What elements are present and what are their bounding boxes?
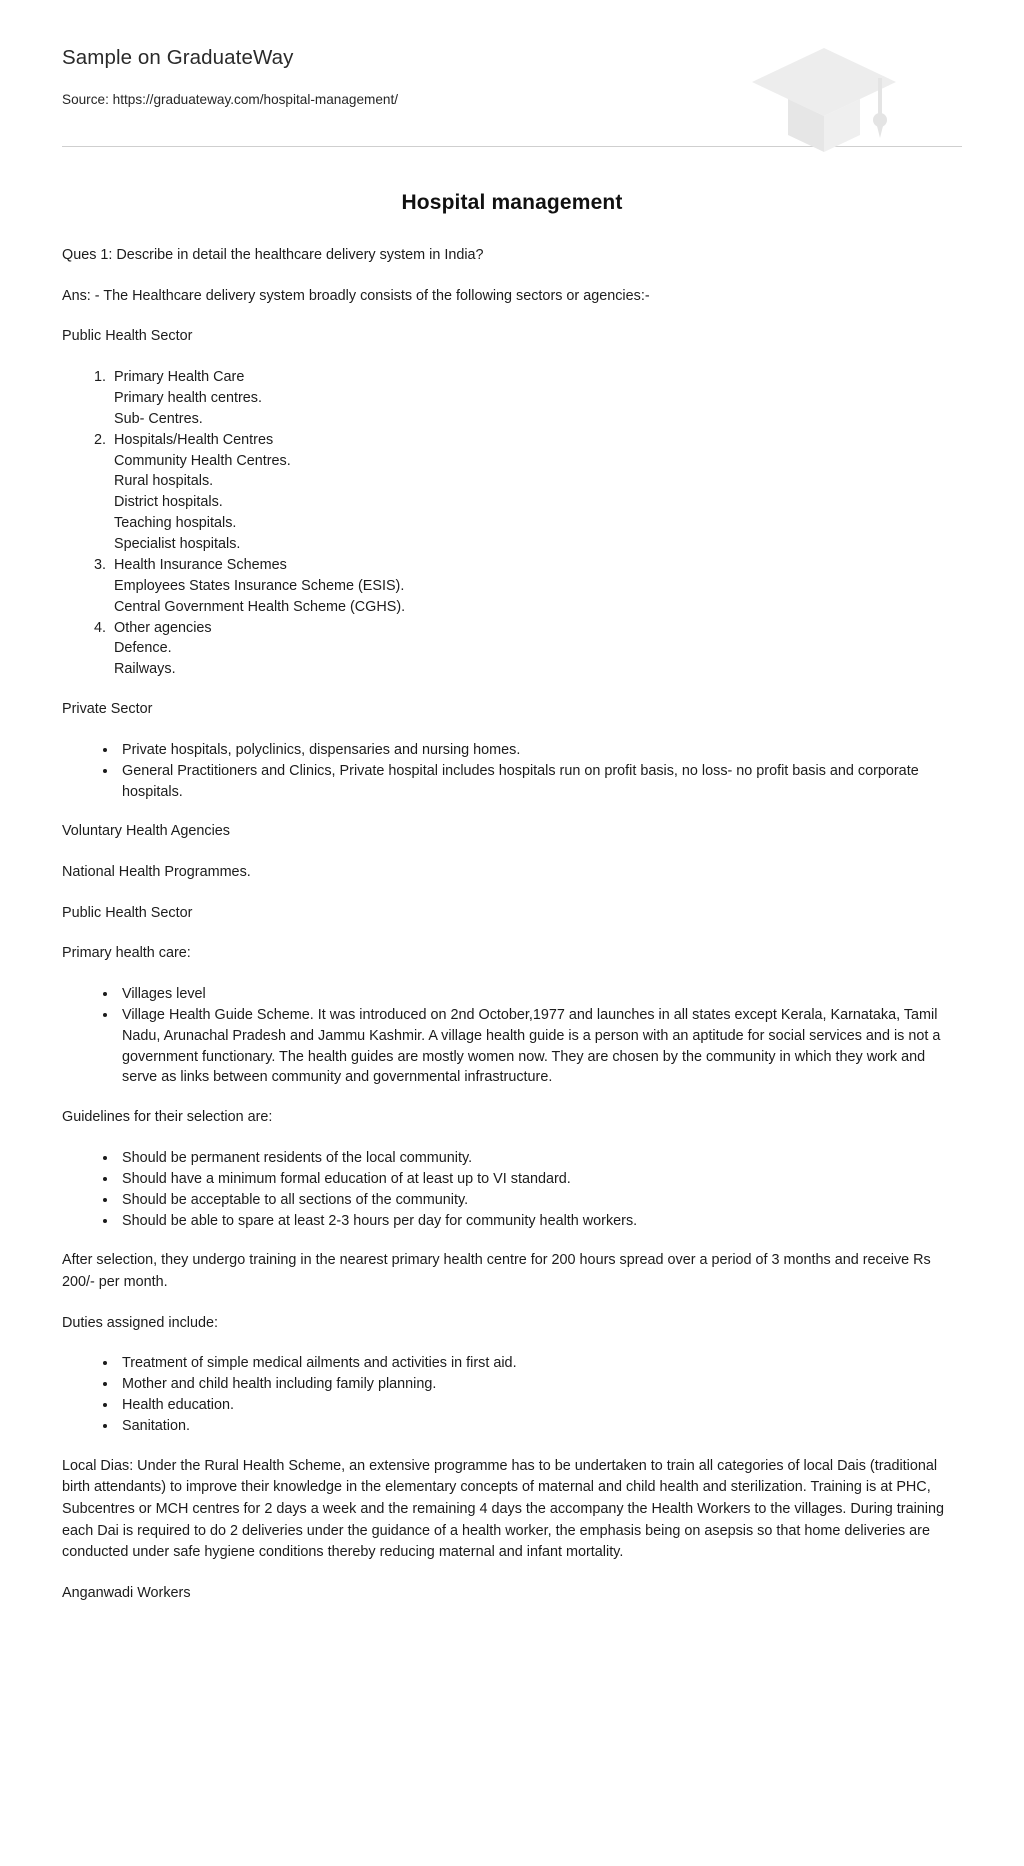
list-subitem: Central Government Health Scheme (CGHS).: [114, 598, 406, 615]
list-subitem: Specialist hospitals.: [114, 536, 241, 553]
list-subitem: Primary health centres.: [114, 389, 262, 406]
national-health-programmes: National Health Programmes.: [62, 864, 251, 881]
list-item-title: Other agencies: [114, 619, 212, 636]
list-subitem: Sub- Centres.: [114, 410, 203, 427]
heading-duties: Duties assigned include:: [62, 1314, 218, 1331]
page-header: [62, 40, 962, 147]
document-content: [62, 245, 962, 1604]
guidelines-bullets: [62, 1148, 962, 1232]
source-label: Source:: [62, 91, 109, 107]
list-item: • Mother and child health including family planning.: [118, 1374, 962, 1395]
source-url-link[interactable]: https://graduateway.com/hospital-management/: [112, 91, 399, 107]
list-item: • Should be able to spare at least 2-3 hours per day for community health workers.: [118, 1211, 962, 1232]
anganwadi-workers-heading: Anganwadi Workers: [62, 1584, 191, 1601]
private-sector-bullets: [62, 740, 962, 803]
heading-private-sector: Private Sector: [62, 701, 153, 718]
list-item: [110, 618, 962, 681]
list-item: [110, 367, 962, 430]
header-divider: [62, 146, 962, 147]
list-subitem: Employees States Insurance Scheme (ESIS).: [114, 577, 405, 594]
list-item: • Treatment of simple medical ailments and activities in first aid.: [118, 1353, 962, 1374]
document-title: Hospital management: [401, 191, 623, 215]
answer-intro-paragraph: Ans: - The Healthcare delivery system broadly consists of the following sectors or agencies:-: [62, 287, 650, 304]
list-item: • General Practitioners and Clinics, Private hospital includes hospitals run on profit basis, no loss- no profit basis and corporate hospitals.: [118, 761, 962, 803]
source-line: [62, 91, 962, 109]
list-item: • Village Health Guide Scheme. It was introduced on 2nd October,1977 and launches in all states except Kerala, Karnataka, Tamil Nadu, Arunachal Pradesh and Jammu Kashmir. A village health guide is a person with an aptitude for social services and is not a government functionary. The health guides are mostly women now. They are chosen by the community in which they work and serve as links between community and governmental infrastructure.: [118, 1005, 962, 1089]
brand-title: Sample on GraduateWay: [62, 46, 294, 69]
list-subitem: Defence.: [114, 640, 172, 657]
question-paragraph: Ques 1: Describe in detail the healthcare delivery system in India?: [62, 247, 484, 264]
primary-health-care-bullets: [62, 984, 962, 1088]
local-dias-paragraph: Local Dias: Under the Rural Health Scheme, an extensive programme has to be undertaken to train all categories of local Dais (traditional birth attendants) to improve their knowledge in the elementary concepts of maternal and child health and sterilization. Training is at PHC, Subcentres or MCH centres for 2 days a week and the remaining 4 days the accompany the Health Workers to the villages. During training each Dai is required to do 2 deliveries under the guidance of a health worker, the emphasis being on asepsis so that home deliveries are conducted under safe hygiene conditions thereby reducing maternal and infant mortality.: [62, 1457, 945, 1561]
list-subitem: Teaching hospitals.: [114, 515, 237, 532]
list-subitem: District hospitals.: [114, 494, 223, 511]
heading-voluntary-health-agencies: Voluntary Health Agencies: [62, 823, 230, 840]
list-item-title: Hospitals/Health Centres: [114, 431, 274, 448]
list-item: • Should be permanent residents of the local community.: [118, 1148, 962, 1169]
duties-bullets: [62, 1353, 962, 1437]
list-subitem: Railways.: [114, 661, 176, 678]
list-subitem: Rural hospitals.: [114, 473, 214, 490]
list-item: • Villages level: [118, 984, 962, 1005]
list-item: [110, 430, 962, 555]
list-subitem: Community Health Centres.: [114, 452, 291, 469]
list-item: • Should be acceptable to all sections of the community.: [118, 1190, 962, 1211]
list-item-title: Health Insurance Schemes: [114, 556, 287, 573]
list-item: [110, 555, 962, 618]
list-item: • Health education.: [118, 1395, 962, 1416]
list-item: • Sanitation.: [118, 1416, 962, 1437]
heading-primary-health-care: Primary health care:: [62, 945, 191, 962]
after-selection-paragraph: After selection, they undergo training in the nearest primary health centre for 200 hours spread over a period of 3 months and receive Rs 200/- per month.: [62, 1252, 931, 1290]
heading-public-health-sector-2: Public Health Sector: [62, 904, 193, 921]
list-item-title: Primary Health Care: [114, 369, 245, 386]
public-sector-list: [62, 367, 962, 680]
list-item: • Private hospitals, polyclinics, dispensaries and nursing homes.: [118, 740, 962, 761]
heading-guidelines: Guidelines for their selection are:: [62, 1109, 273, 1126]
list-item: • Should have a minimum formal education of at least up to VI standard.: [118, 1169, 962, 1190]
heading-public-health-sector: Public Health Sector: [62, 328, 193, 345]
